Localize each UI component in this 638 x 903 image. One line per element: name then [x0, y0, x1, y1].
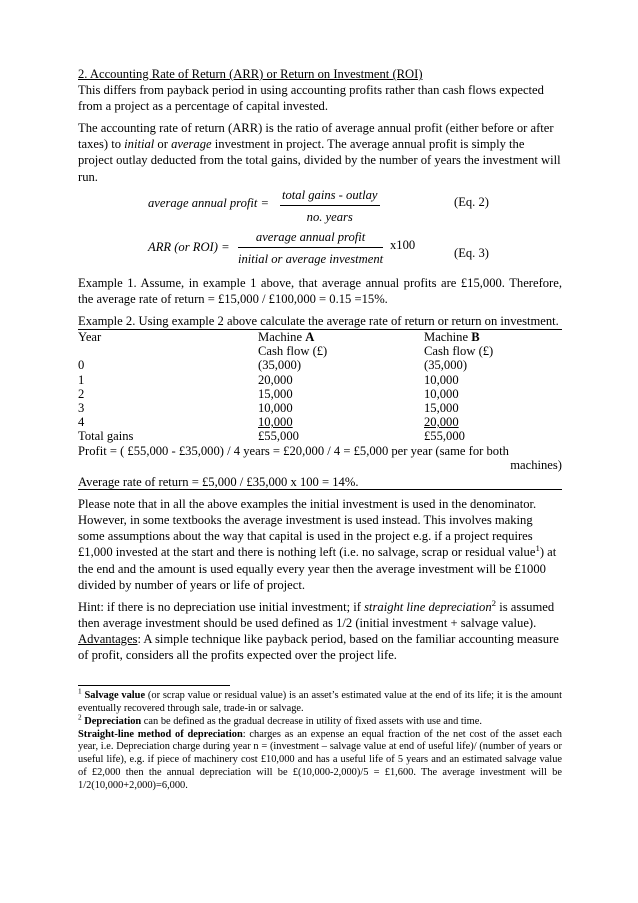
table-row: 1 20,000 10,000 [78, 372, 459, 387]
table-row: 4 10,000 20,000 [78, 415, 459, 430]
table-row: 2 15,000 10,000 [78, 386, 459, 401]
subheader-b: Cash flow (£) [424, 344, 494, 359]
table-row: 0 (35,000) (35,000) [78, 358, 468, 373]
footnote-2: $^2$ Depreciation can be defined as the gradual decrease in utility of fixed assets with use and time. [78, 713, 482, 727]
note-paragraph: Please note that in all the above examples the initial investment is used in the denominator. However, in some textbooks the average investment is used instead. This involves making some assumptions about the way that capital is used in the project e.g. if a project requires £1,000 invested at the start and there is nothing left (i.e. no salvage, scrap or residual value$^1$) at the end and the amount is used equally every year then the average investment will be £1000 divided by number of years or life of project. [78, 497, 557, 592]
straight-line-term: straight line depreciation [364, 599, 492, 614]
intro-paragraph: This differs from payback period in using accounting profits rather than cash flows expected from a project as a percentage of capital invested. [78, 83, 544, 114]
eq2-fraction [280, 187, 380, 225]
eq3-lhs: ARR (or ROI) = [148, 239, 230, 254]
advantages-paragraph: Advantages: A simple technique like payback period, based on the familiar accounting measure of profit, considers all the profits expected over the project life. [78, 631, 559, 663]
subheader-a: Cash flow (£) [258, 344, 328, 359]
section-heading: 2. Accounting Rate of Return (ARR) or Return on Investment (ROI) [78, 67, 423, 81]
eq2-lhs: average annual profit = [148, 195, 270, 210]
document-page [78, 66, 562, 792]
footnote-ref-1: 1 [535, 543, 540, 554]
eq2-denominator: no. years [306, 209, 353, 224]
total-gains-row: Total gains £55,000 £55,000 [78, 429, 465, 444]
footnote-3: Straight-line method of depreciation: charges as an expense an equal fraction of the net cost of the asset each year, i.e. Depreciation charge during year n = (investment – salvage value at end of useful life)/ (number of years or useful life), e.g. if piece of machinery cost £10,000 and has a useful life of 5 years and an estimated salvage value of £2,000 then the annual depreciation will be £(10,000-2,000)/5 = £1,600. The average investment will be 1/2(10,000+2,000)=6,000. [78, 728, 562, 791]
eq3-denominator: initial or average investment [238, 251, 384, 266]
example-1: Example 1. Assume, in example 1 above, that average annual profits are £15,000. Therefore, the average rate of return = £15,000 / £100,000 = 0.15 =15%. [78, 275, 562, 306]
advantages-label: Advantages [78, 631, 138, 646]
eq2-label: (Eq. 2) [454, 194, 489, 209]
footnotes [78, 687, 563, 792]
eq3-multiplier: x100 [390, 237, 416, 252]
equation-2 [78, 187, 562, 224]
eq3-label: (Eq. 3) [454, 245, 489, 260]
footnote-divider [78, 685, 230, 686]
eq2-numerator: total gains - outlay [280, 187, 380, 206]
header-machine-b: Machine B [424, 329, 480, 344]
initial-term: initial [124, 137, 155, 152]
profit-line: Profit = ( £55,000 - £35,000) / 4 years = £20,000 / 4 = £5,000 per year (same for both [78, 443, 509, 458]
equation-3 [78, 229, 562, 265]
footnote-ref-2: 2 [491, 597, 497, 608]
eq3-fraction [238, 229, 383, 267]
table-row: 3 10,000 15,000 [78, 400, 459, 415]
cash-flow-table [78, 329, 562, 490]
hint-paragraph: Hint: if there is no depreciation use initial investment; if straight line depreciation$^2$ is assumed then average investment should be used defined as 1/2 (initial investment + salvage value). [78, 597, 555, 630]
header-year: Year [78, 329, 102, 344]
example-2: Example 2. Using example 2 above calculate the average rate of return or return on investment. [78, 313, 559, 328]
profit-line-tail: machines) [510, 457, 562, 472]
footnote-1: $^1$ Salvage value (or scrap value or residual value) is an asset’s estimated value at the end of its life; it is the amount eventually recovered through sale, trade-in or salvage. [78, 687, 563, 714]
average-return-line: Average rate of return = £5,000 / £35,000 x 100 = 14%. [78, 474, 359, 489]
definition-paragraph: The accounting rate of return (ARR) is the ratio of average annual profit (either before or after taxes) to initial or average investment in project. The average annual profit is simply the project outlay deducted from the total gains, divided by the number of years the investment will run. [78, 121, 561, 184]
eq3-numerator: average annual profit [238, 229, 383, 248]
header-machine-a: Machine A [258, 329, 315, 344]
average-term: average [171, 137, 212, 152]
